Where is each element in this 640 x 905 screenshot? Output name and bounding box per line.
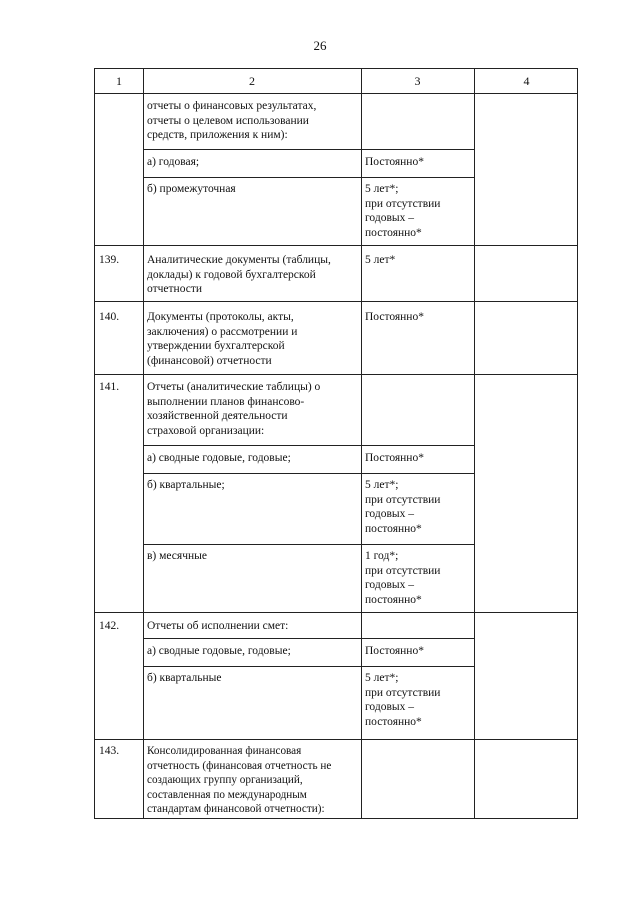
column-divider: [474, 69, 475, 818]
row-title: отчеты о финансовых результатах, отчеты о целевом использовании средств, приложения к ним):: [147, 100, 317, 142]
row-number: 142.: [99, 620, 120, 632]
row-period: 5 лет*; при отсутствии годовых – постоянно*: [365, 183, 441, 239]
column-divider: [361, 69, 362, 818]
row-period: Постоянно*: [365, 645, 424, 657]
subrow-divider: [143, 544, 474, 545]
header-col-3: 3: [414, 74, 421, 88]
row-period: 5 лет*; при отсутствии годовых – постоянно*: [365, 672, 441, 728]
row-period: Постоянно*: [365, 452, 424, 464]
row-title: Отчеты (аналитические таблицы) о выполнении планов финансово- хозяйственной деятельности страховой организации:: [147, 381, 321, 437]
row-title: Консолидированная финансовая отчетность (финансовая отчетность не создающих группу организаций, составленная по международным стандартам финансовой отчетности):: [147, 745, 332, 816]
subrow-divider: [143, 445, 474, 446]
row-title: а) сводные годовые, годовые;: [147, 645, 291, 657]
column-divider: [143, 69, 144, 818]
row-period: Постоянно*: [365, 311, 424, 323]
row-title: б) квартальные: [147, 672, 222, 684]
row-divider: [95, 374, 577, 375]
row-number: 140.: [99, 311, 120, 323]
row-title: б) промежуточная: [147, 183, 236, 195]
row-period: 5 лет*: [365, 254, 396, 266]
row-divider: [95, 739, 577, 740]
row-divider: [95, 245, 577, 246]
records-table: [94, 68, 578, 819]
subrow-divider: [143, 473, 474, 474]
row-title: а) сводные годовые, годовые;: [147, 452, 291, 464]
header-col-1: 1: [116, 74, 122, 88]
row-period: Постоянно*: [365, 156, 424, 168]
header-col-2: 2: [249, 74, 255, 88]
subrow-divider: [143, 177, 474, 178]
header-col-4: 4: [523, 74, 530, 88]
row-number: 143.: [99, 745, 120, 757]
row-divider: [95, 93, 577, 94]
row-number: 139.: [99, 254, 120, 266]
subrow-divider: [143, 149, 474, 150]
row-period: 1 год*; при отсутствии годовых – постоянно*: [365, 550, 441, 606]
row-title: Отчеты об исполнении смет:: [147, 620, 289, 632]
page-number: 26: [313, 38, 327, 53]
row-number: 141.: [99, 381, 120, 393]
row-title: б) квартальные;: [147, 479, 225, 491]
row-title: а) годовая;: [147, 156, 200, 168]
row-title: Аналитические документы (таблицы, доклады) к годовой бухгалтерской отчетности: [147, 254, 331, 296]
row-divider: [95, 301, 577, 302]
row-period: 5 лет*; при отсутствии годовых – постоянно*: [365, 479, 441, 535]
subrow-divider: [143, 638, 474, 639]
row-title: Документы (протоколы, акты, заключения) о рассмотрении и утверждении бухгалтерской (финансовой) отчетности: [147, 311, 298, 367]
row-title: в) месячные: [147, 550, 207, 562]
subrow-divider: [143, 666, 474, 667]
row-divider: [95, 612, 577, 613]
